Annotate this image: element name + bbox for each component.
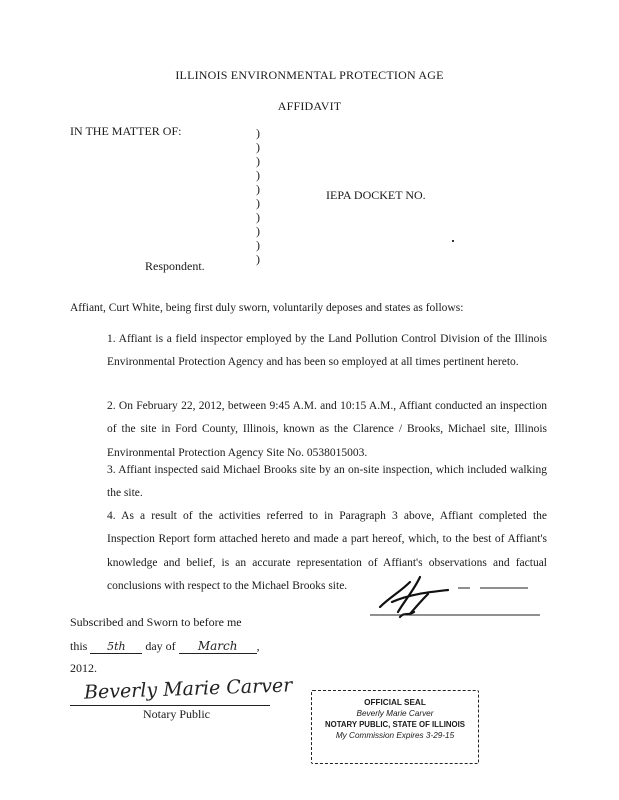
paren: ) <box>256 252 260 266</box>
day-value: 5th <box>90 640 142 654</box>
paragraph-1: 1. Affiant is a field inspector employed by the Land Pollution Control Division of the Illinois Environmental Protection Agency and has been so employed at all times pertinent hereto. <box>107 333 547 369</box>
notary-label: Notary Public <box>143 707 210 721</box>
jurat-year: 2012. <box>70 661 97 675</box>
intro-sentence: Affiant, Curt White, being first duly sworn, voluntarily deposes and states as follows: <box>70 302 464 314</box>
seal-title: OFFICIAL SEAL <box>364 698 426 707</box>
paren: ) <box>256 140 260 154</box>
day-of-word: day of <box>145 639 176 653</box>
paragraph-4: 4. As a result of the activities referred to in Paragraph 3 above, Affiant completed the Inspection Report form attached hereto and made a part hereof, which, to the best of Affiant's knowledge and belief, is an accurate representation of Affiant's observations and factual conclusions with respect to the Michael Brooks site. <box>107 510 547 592</box>
comma: , <box>256 639 260 653</box>
paren: ) <box>256 126 260 140</box>
paren: ) <box>256 182 260 196</box>
caption-parentheses <box>256 126 260 266</box>
seal-name: Beverly Marie Carver <box>356 709 434 718</box>
stray-mark <box>452 240 454 242</box>
docket-label: IEPA DOCKET NO. <box>326 188 426 202</box>
paren: ) <box>256 154 260 168</box>
matter-label: IN THE MATTER OF: <box>70 124 182 138</box>
paren: ) <box>256 224 260 238</box>
jurat-line-1: Subscribed and Sworn to before me <box>70 615 242 629</box>
paren: ) <box>256 168 260 182</box>
document-title: AFFIDAVIT <box>277 99 342 113</box>
official-seal <box>311 690 479 764</box>
paragraph-3: 3. Affiant inspected said Michael Brooks site by an on-site inspection, which included walking the site. <box>107 464 547 500</box>
month-value: March <box>179 639 257 654</box>
paren: ) <box>256 238 260 252</box>
jurat-line-2 <box>70 639 260 654</box>
agency-title: ILLINOIS ENVIRONMENTAL PROTECTION AGE <box>175 68 444 82</box>
paren: ) <box>256 210 260 224</box>
notary-signature: Beverly Marie Carver <box>83 674 293 704</box>
seal-state: NOTARY PUBLIC, STATE OF ILLINOIS <box>325 720 465 729</box>
seal-expires: My Commission Expires 3-29-15 <box>335 731 455 740</box>
paragraph-2: 2. On February 22, 2012, between 9:45 A.M. and 10:15 A.M., Affiant conducted an inspection of the site in Ford County, Illinois, known as the Clarence / Brooks, Michael site, Illinois Environmental Protection Agency Site No. 0538015003. <box>107 400 547 459</box>
notary-signature-line <box>70 705 270 706</box>
this-word: this <box>70 639 88 653</box>
respondent-label: Respondent. <box>145 259 205 273</box>
affiant-signature <box>370 572 550 622</box>
paren: ) <box>256 196 260 210</box>
